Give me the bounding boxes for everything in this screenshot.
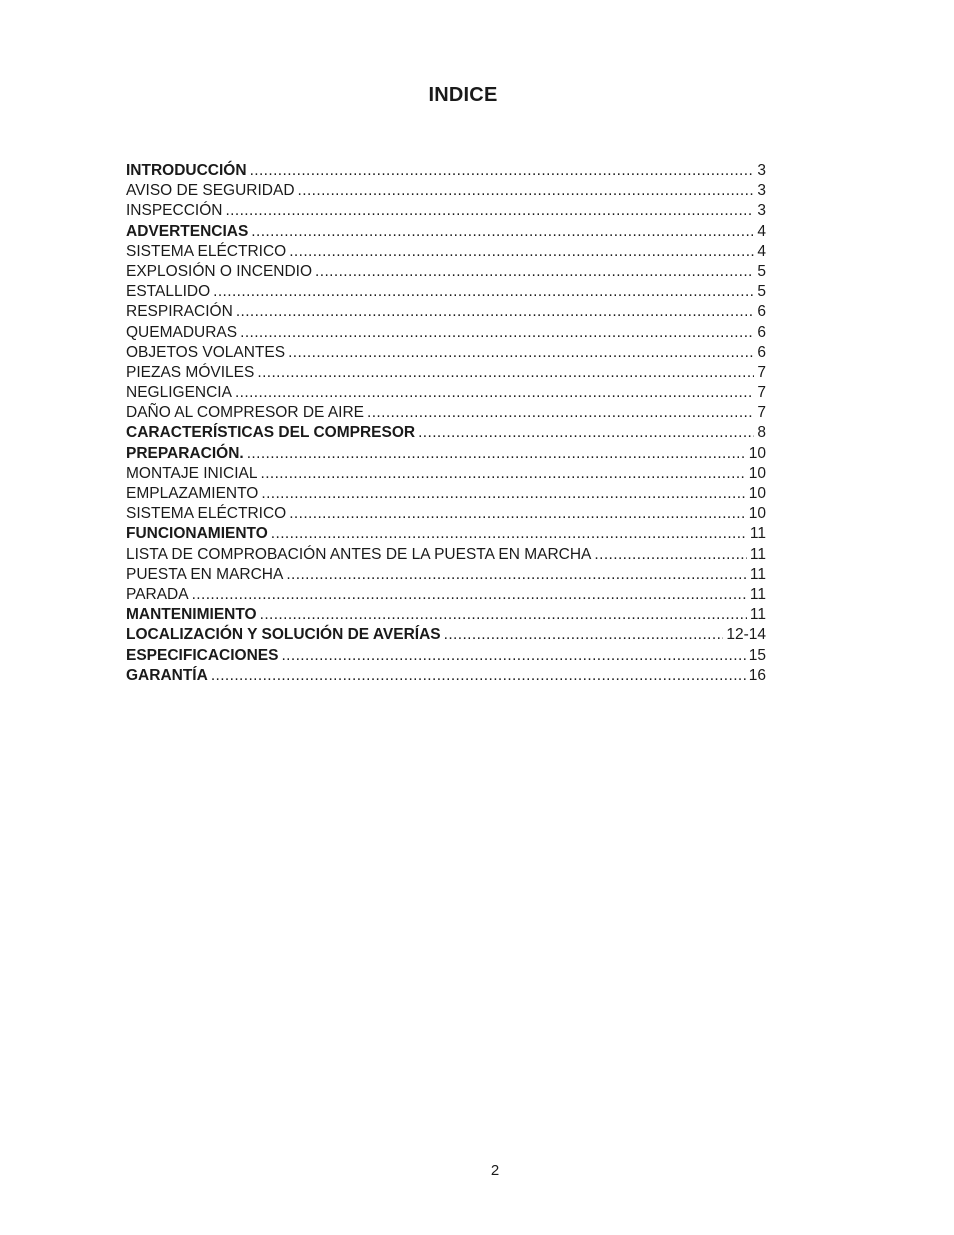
toc-entry-page: 11: [749, 525, 766, 543]
toc-entry: [126, 201, 766, 221]
toc-entry: [126, 464, 766, 484]
toc-entry-label: CARACTERÍSTICAS DEL COMPRESOR: [126, 424, 416, 442]
dot-leader: [235, 383, 754, 403]
toc-entry: [126, 282, 766, 302]
toc-entry-label: DAÑO AL COMPRESOR DE AIRE: [126, 404, 365, 422]
toc-entry-label: SISTEMA ELÉCTRICO: [126, 242, 287, 260]
dot-leader: [261, 484, 745, 504]
dot-leader: [286, 565, 747, 585]
dot-leader: [367, 403, 754, 423]
dot-leader: [260, 464, 745, 484]
toc-entry-page: 8: [757, 424, 766, 442]
toc-entry-page: 10: [748, 444, 766, 462]
toc-entry: [126, 444, 766, 464]
toc-entry-page: 3: [757, 202, 766, 220]
toc-entry: [126, 524, 766, 544]
toc-entry: [126, 262, 766, 282]
toc-entry: [126, 363, 766, 383]
toc-entry-page: 3: [757, 182, 766, 200]
toc-entry-page: 11: [749, 585, 766, 603]
dot-leader: [250, 161, 755, 181]
toc-entry-label: INSPECCIÓN: [126, 202, 223, 220]
toc-entry-label: NEGLIGENCIA: [126, 384, 232, 402]
dot-leader: [260, 605, 747, 625]
toc-entry-page: 4: [757, 242, 766, 260]
dot-leader: [236, 302, 755, 322]
toc-entry-label: MANTENIMIENTO: [126, 606, 257, 624]
toc-entry: [126, 646, 766, 666]
toc-entry-label: FUNCIONAMIENTO: [126, 525, 268, 543]
dot-leader: [271, 524, 747, 544]
toc-entry-page: 6: [757, 343, 766, 361]
toc-entry: [126, 161, 766, 181]
toc-entry-label: GARANTÍA: [126, 666, 208, 684]
dot-leader: [247, 444, 746, 464]
dot-leader: [213, 282, 754, 302]
toc-entry-page: 6: [757, 303, 766, 321]
toc-entry: [126, 323, 766, 343]
dot-leader: [594, 545, 747, 565]
dot-leader: [211, 666, 746, 686]
toc-entry: [126, 302, 766, 322]
toc-entry-label: EMPLAZAMIENTO: [126, 485, 259, 502]
toc-entry-page: 3: [757, 162, 766, 179]
toc-entry-label: ESTALLIDO: [126, 283, 211, 301]
dot-leader: [288, 343, 754, 363]
dot-leader: [225, 201, 754, 221]
toc-entry: [126, 222, 766, 242]
toc-entry-page: 15: [748, 646, 766, 664]
toc-entry-label: MONTAJE INICIAL: [126, 464, 258, 482]
toc-entry-label: RESPIRACIÓN: [126, 303, 233, 321]
dot-leader: [240, 323, 754, 343]
toc-entry-page: 6: [757, 323, 766, 341]
toc-entry-label: EXPLOSIÓN O INCENDIO: [126, 262, 313, 280]
toc-entry-label: OBJETOS VOLANTES: [126, 343, 286, 361]
dot-leader: [298, 181, 755, 201]
toc-entry: [126, 545, 766, 565]
toc-entry-page: 12-14: [726, 626, 766, 644]
dot-leader: [251, 222, 754, 242]
toc-entry-label: PUESTA EN MARCHA: [126, 565, 284, 583]
toc-entry: [126, 625, 766, 645]
dot-leader: [289, 242, 754, 262]
toc-entry: [126, 383, 766, 403]
toc-entry-label: ADVERTENCIAS: [126, 222, 249, 240]
dot-leader: [418, 423, 754, 443]
toc-entry-page: 10: [748, 485, 766, 502]
toc-entry-page: 4: [757, 222, 766, 240]
toc-entry-page: 16: [748, 666, 766, 684]
toc-entry-label: PARADA: [126, 585, 189, 603]
toc-entry-page: 7: [757, 363, 766, 381]
toc-entry: [126, 423, 766, 443]
page-number: 2: [490, 1162, 500, 1179]
toc-entry-label: SISTEMA ELÉCTRICO: [126, 505, 287, 523]
toc-entry-label: PIEZAS MÓVILES: [126, 363, 255, 381]
toc-entry-page: 10: [748, 464, 766, 482]
toc-entry: [126, 242, 766, 262]
toc-entry-page: 11: [749, 606, 766, 624]
toc-entry-label: QUEMADURAS: [126, 323, 238, 341]
toc-entry: [126, 605, 766, 625]
toc-entry: [126, 403, 766, 423]
toc-entry: [126, 343, 766, 363]
toc-entry: [126, 181, 766, 201]
toc-entry-page: 5: [757, 283, 766, 301]
toc-entry-label: LISTA DE COMPROBACIÓN ANTES DE LA PUESTA EN MARCHA: [126, 545, 592, 563]
toc-entry-page: 11: [749, 565, 766, 583]
toc-entry: [126, 585, 766, 605]
dot-leader: [289, 504, 746, 524]
toc-entry: [126, 484, 766, 504]
dot-leader: [281, 646, 745, 666]
toc-entry: [126, 565, 766, 585]
toc-entry-page: 7: [757, 384, 766, 402]
dot-leader: [444, 625, 724, 645]
dot-leader: [315, 262, 754, 282]
toc-entry-page: 5: [757, 262, 766, 280]
dot-leader: [257, 363, 754, 383]
table-of-contents: [126, 161, 766, 686]
toc-entry-page: 11: [749, 545, 766, 563]
toc-entry-page: 10: [748, 505, 766, 523]
toc-entry: [126, 666, 766, 686]
toc-entry-label: LOCALIZACIÓN Y SOLUCIÓN DE AVERÍAS: [126, 626, 441, 644]
toc-entry-label: AVISO DE SEGURIDAD: [126, 182, 295, 200]
toc-entry: [126, 504, 766, 524]
toc-entry-label: INTRODUCCIÓN: [126, 162, 247, 179]
toc-entry-label: ESPECIFICACIONES: [126, 646, 279, 664]
toc-entry-page: 7: [757, 404, 766, 422]
toc-entry-label: PREPARACIÓN.: [126, 444, 244, 462]
dot-leader: [192, 585, 747, 605]
page-title: INDICE: [428, 84, 498, 106]
